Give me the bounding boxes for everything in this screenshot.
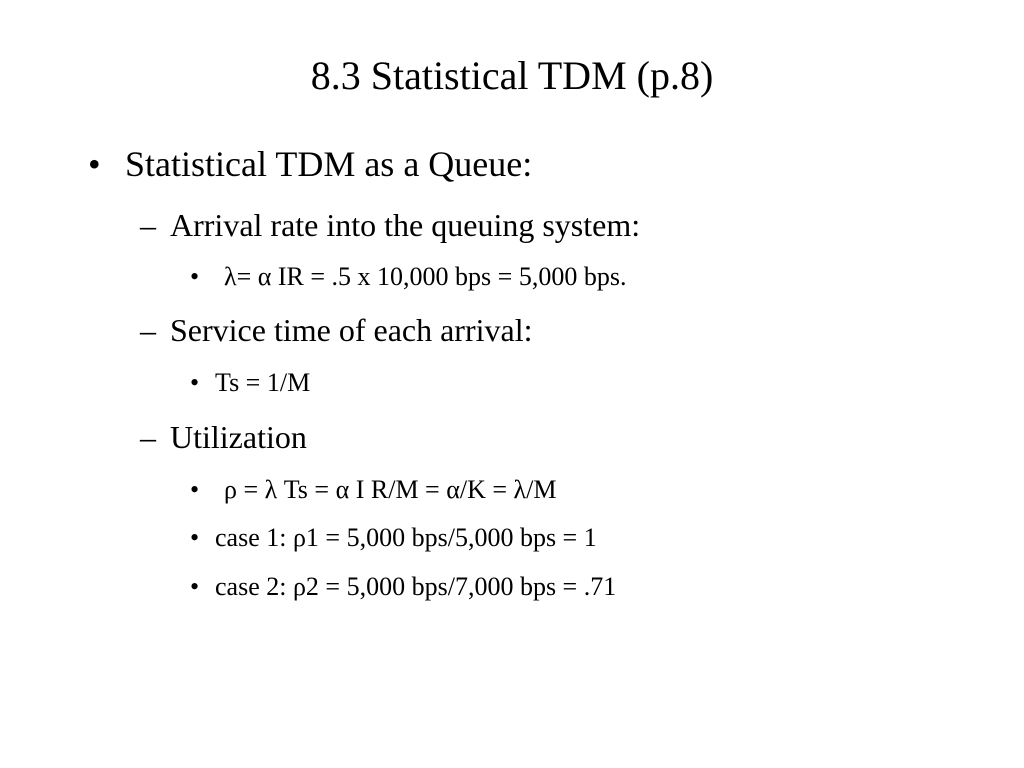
subsubbullet-marker: • [190, 523, 200, 552]
subsubbullet-marker: • [190, 572, 200, 601]
subbullet-marker: – [140, 419, 156, 455]
slide-title: 8.3 Statistical TDM (p.8) [310, 53, 714, 98]
bullet-text: Statistical TDM as a Queue: [125, 144, 533, 184]
subsubbullet-marker: • [190, 262, 200, 291]
subsubbullet-text: case 1: ρ1 = 5,000 bps/5,000 bps = 1 [215, 523, 597, 552]
subsubbullet-text: case 2: ρ2 = 5,000 bps/7,000 bps = .71 [215, 572, 617, 601]
subsubbullet-text: ρ = λ Ts = α I R/M = α/K = λ/M [224, 475, 557, 504]
subbullet-marker: – [140, 312, 156, 348]
subbullet-text: Service time of each arrival: [170, 312, 533, 348]
subsubbullet-marker: • [190, 475, 200, 504]
subbullet-text: Arrival rate into the queuing system: [170, 207, 641, 243]
subsubbullet-text: λ= α IR = .5 x 10,000 bps = 5,000 bps. [224, 262, 627, 291]
subbullet-text: Utilization [170, 419, 307, 455]
bullet-marker: • [88, 144, 101, 184]
subbullet-marker: – [140, 207, 156, 243]
subsubbullet-marker: • [190, 368, 200, 397]
subsubbullet-text: Ts = 1/M [215, 368, 311, 397]
